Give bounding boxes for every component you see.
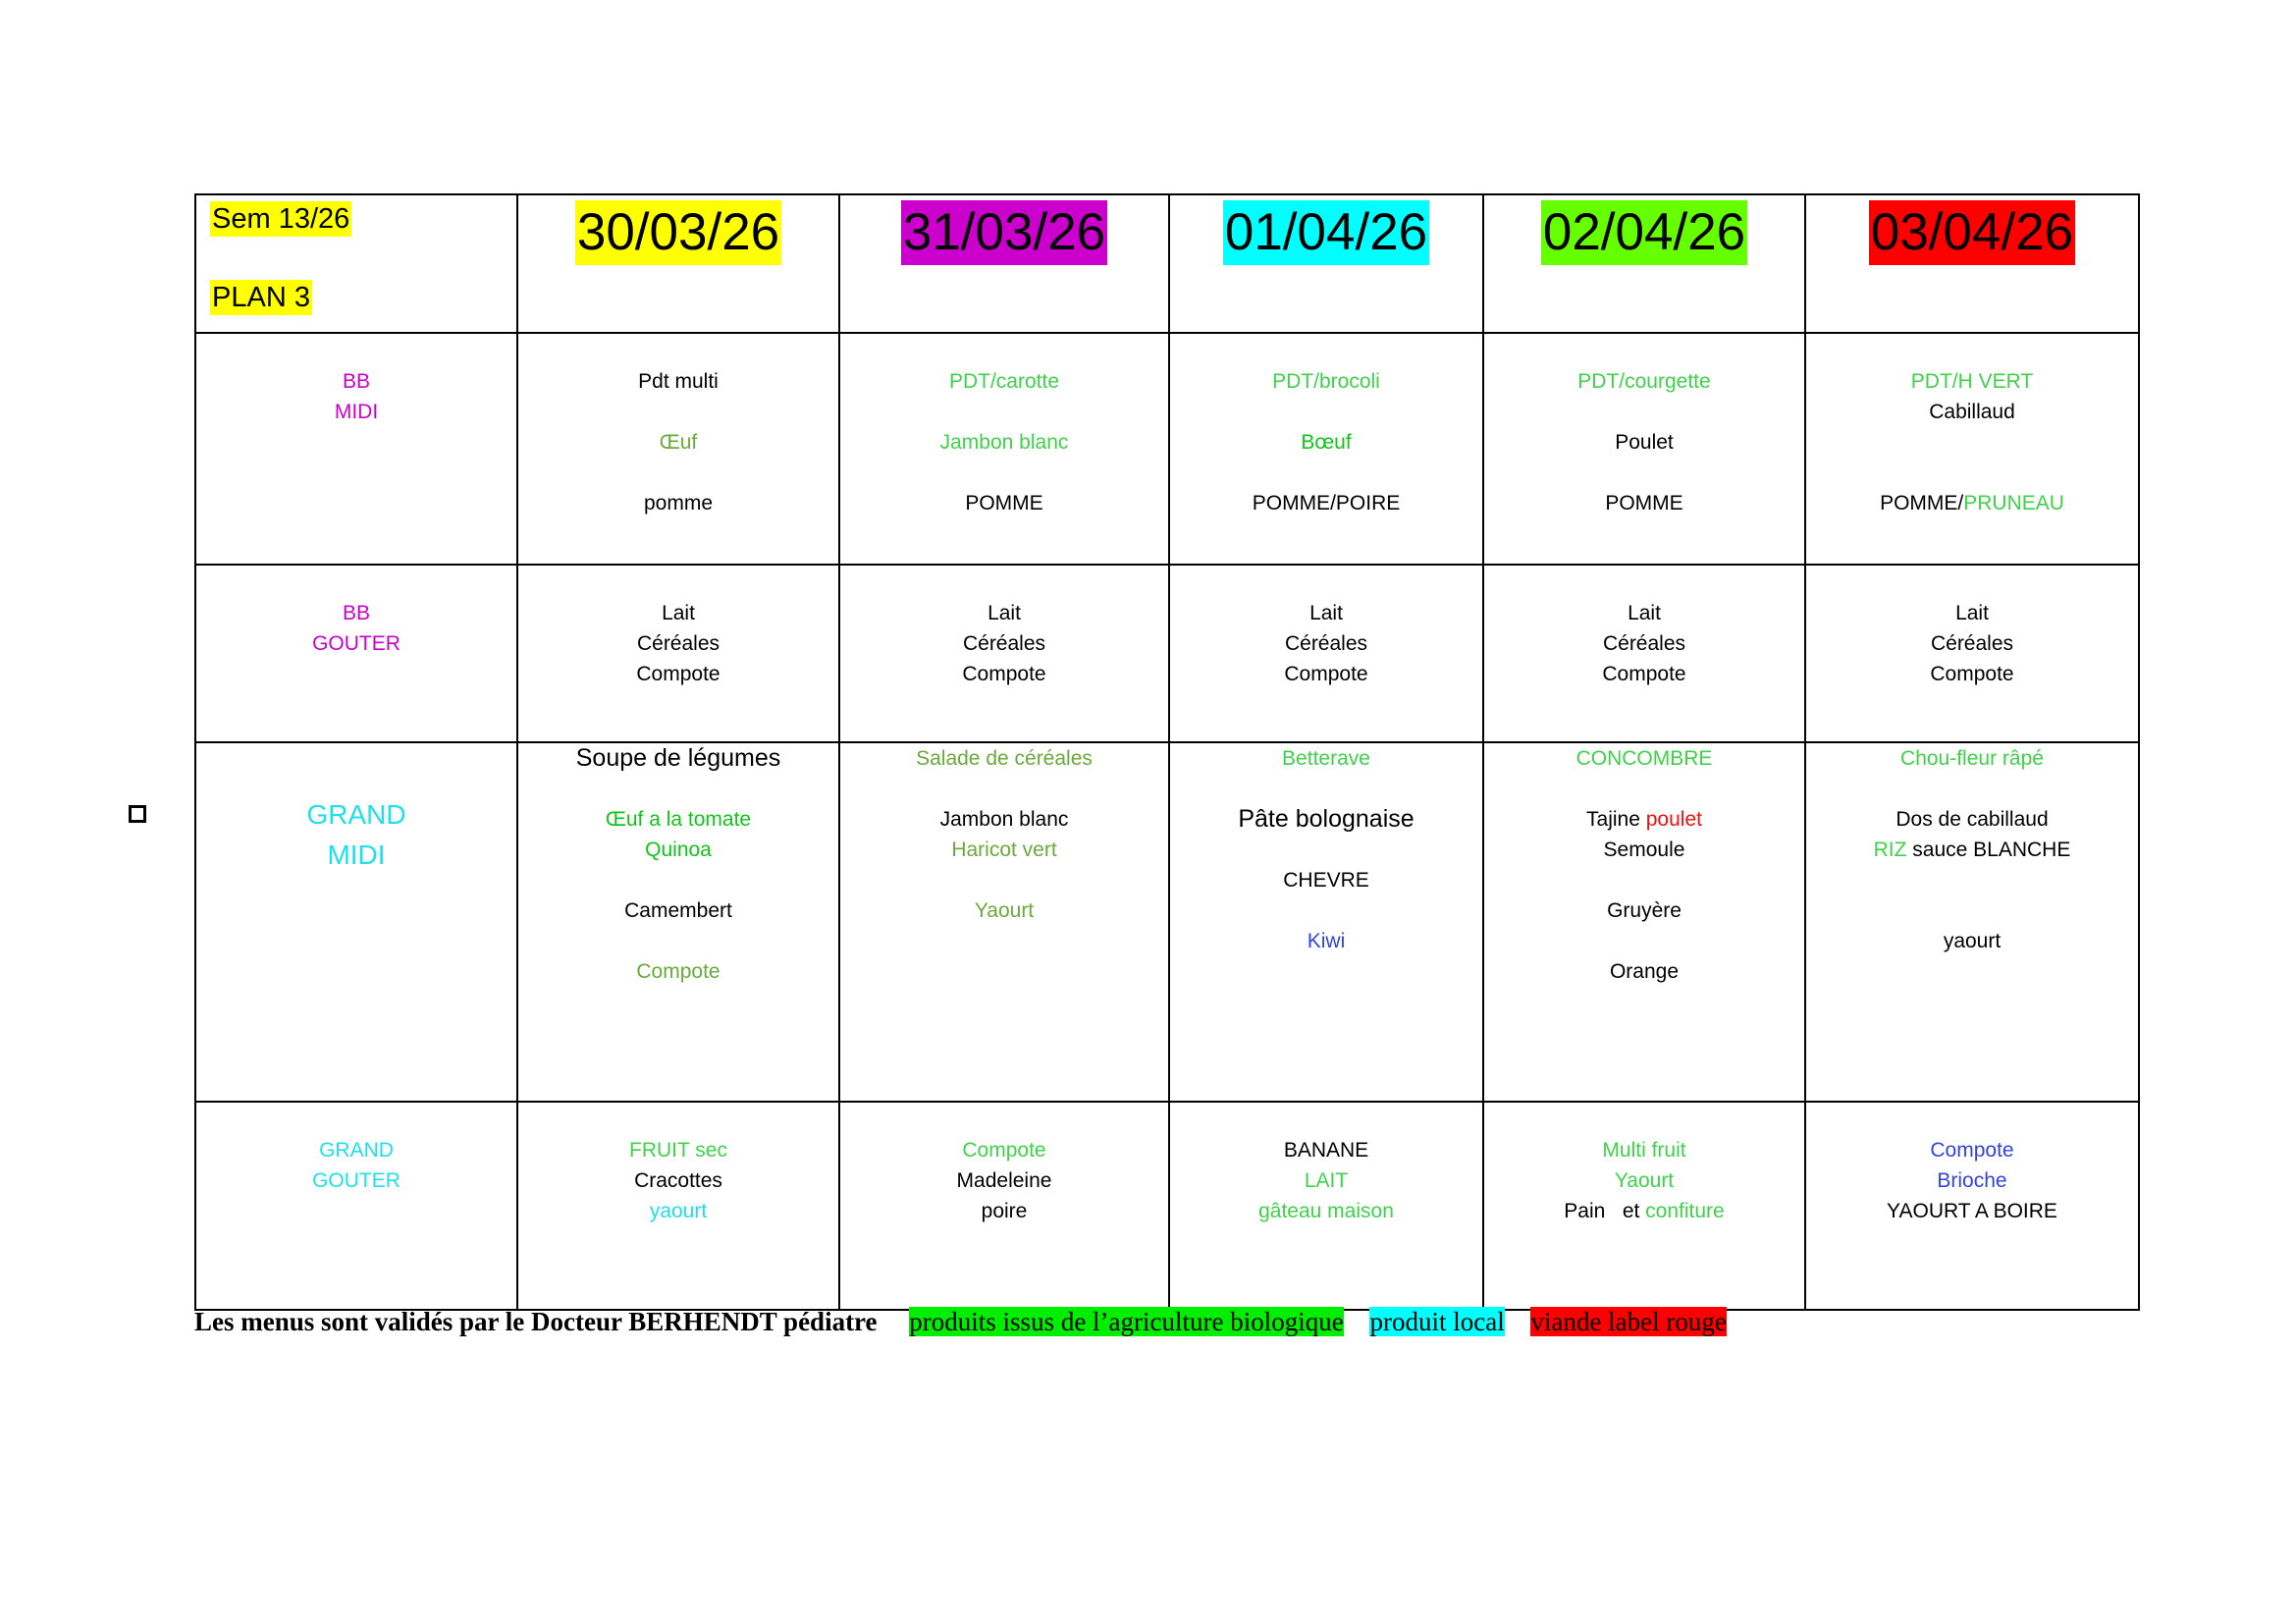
date-label: 31/03/26 [901,200,1107,265]
menu-item: PDT/courgette [1577,370,1711,393]
date-label: 03/04/26 [1869,200,2075,265]
plan-label: PLAN 3 [212,282,310,313]
menu-item-part: RIZ [1873,839,1907,861]
menu-item: PDT/brocoli [1272,370,1380,393]
menu-item: BANANE [1283,1139,1369,1162]
menu-item: Céréales [1930,632,2014,655]
menu-cell [839,742,1169,1102]
menu-cell [1483,742,1805,1102]
menu-item: yaourt [649,1200,708,1222]
menu-item [1484,804,1804,835]
menu-item: Kiwi [1307,930,1346,952]
menu-item: Gruyère [1607,899,1682,922]
row-label: BB [342,370,370,393]
menu-item [1806,835,2138,865]
menu-item-part: Tajine [1586,808,1646,831]
menu-cell [1483,333,1805,565]
menu-item: Dos de cabillaud [1896,808,2049,831]
legend-bio: produits issus de l’agriculture biologique [909,1307,1344,1336]
menu-cell [1169,1102,1483,1310]
menu-item: Compote [1930,663,2014,685]
menu-item: Céréales [1602,632,1686,655]
menu-item: Lait [988,602,1021,624]
menu-item [1484,1196,1804,1226]
menu-cell [1805,333,2139,565]
row-bb-gouter [195,565,2139,742]
menu-item: Céréales [962,632,1046,655]
menu-item: Quinoa [645,839,712,861]
menu-item: Œuf [659,431,698,454]
row-label: GRAND [306,799,406,830]
menu-item: Brioche [1937,1169,2007,1192]
menu-item: CHEVRE [1283,869,1369,892]
menu-item: Compote [1930,1139,2014,1162]
menu-item: CONCOMBRE [1575,747,1713,770]
date-label: 02/04/26 [1541,200,1747,265]
menu-item: Camembert [624,899,732,922]
menu-item: Salade de céréales [916,747,1093,770]
menu-item: Compote [636,960,721,983]
menu-item: Jambon blanc [939,808,1069,831]
menu-item: Céréales [636,632,721,655]
row-label: GOUTER [312,632,400,655]
checkbox[interactable] [129,805,146,823]
date-label: 30/03/26 [575,200,781,265]
menu-cell [1169,333,1483,565]
menu-item: Chou-fleur râpé [1900,747,2044,770]
menu-item: Betterave [1282,747,1370,770]
legend-label-rouge: viande label rouge [1530,1307,1727,1336]
day-header [1169,194,1483,333]
menu-cell [839,1102,1169,1310]
day-header [1483,194,1805,333]
menu-item: yaourt [1943,930,2002,952]
menu-item: Lait [1309,602,1343,624]
day-header [839,194,1169,333]
menu-item: Madeleine [956,1169,1052,1192]
menu-cell [1483,565,1805,742]
menu-item: Jambon blanc [939,431,1069,454]
menu-item: gâteau maison [1258,1200,1394,1222]
week-label: Sem 13/26 [212,203,350,235]
menu-item: poire [981,1200,1028,1222]
menu-cell [517,1102,839,1310]
menu-item: Cabillaud [1929,401,2015,423]
menu-item: Soupe de légumes [575,744,781,772]
menu-item: Compote [962,1139,1046,1162]
row-label-cell [195,1102,517,1310]
menu-item: POMME [1605,492,1683,514]
menu-item: Yaourt [974,899,1035,922]
row-label: MIDI [334,401,379,423]
date-label: 01/04/26 [1223,200,1429,265]
menu-item: pomme [643,492,714,514]
validation-note: Les menus sont validés par le Docteur BERHENDT pédiatre [194,1307,878,1336]
day-header [517,194,839,333]
row-bb-midi [195,333,2139,565]
menu-item: Bœuf [1301,431,1352,454]
menu-cell [1805,1102,2139,1310]
row-label-cell [195,333,517,565]
row-grand-gouter [195,1102,2139,1310]
menu-item: Pâte bolognaise [1238,805,1415,833]
menu-item: FRUIT sec [629,1139,727,1162]
menu-cell [839,565,1169,742]
header-row [195,194,2139,333]
menu-item: PDT/carotte [948,370,1060,393]
menu-item: YAOURT A BOIRE [1887,1200,2057,1222]
menu-item: Lait [662,602,695,624]
menu-cell [1805,565,2139,742]
menu-item: Cracottes [634,1169,722,1192]
menu-item: Semoule [1603,839,1685,861]
menu-item-part: sauce BLANCHE [1906,839,2071,861]
legend-local: produit local [1369,1307,1505,1336]
menu-item: Compote [1602,663,1686,685]
menu-item: Orange [1609,960,1680,983]
menu-item: Céréales [1284,632,1368,655]
menu-cell [1483,1102,1805,1310]
menu-cell [1805,742,2139,1102]
menu-item: Poulet [1615,431,1674,454]
row-label: GOUTER [312,1169,400,1192]
menu-table [194,193,2140,1311]
menu-item [1806,488,2138,518]
menu-item: LAIT [1304,1169,1349,1192]
menu-cell [839,333,1169,565]
menu-item: Compote [1284,663,1368,685]
menu-item: Yaourt [1614,1169,1675,1192]
menu-cell [1169,742,1483,1102]
menu-cell [517,742,839,1102]
menu-cell [517,333,839,565]
menu-item-part: poulet [1645,808,1702,831]
menu-item: Œuf a la tomate [605,808,752,831]
menu-item: PDT/H VERT [1910,370,2034,393]
menu-item: Compote [962,663,1046,685]
menu-item: POMME/POIRE [1252,492,1401,514]
menu-cell [517,565,839,742]
legend [194,1305,1746,1338]
menu-item: Lait [1628,602,1661,624]
menu-cell [1169,565,1483,742]
menu-item: POMME [965,492,1043,514]
menu-item: Multi fruit [1602,1139,1686,1162]
row-label: GRAND [319,1139,394,1162]
menu-item: Pdt multi [638,370,719,393]
menu-item-part: Pain et [1564,1200,1646,1222]
row-label: BB [342,602,370,624]
header-corner [195,194,517,333]
menu-item-part: confiture [1645,1200,1725,1222]
row-grand-midi [195,742,2139,1102]
menu-item: Lait [1955,602,1989,624]
menu-item-part: POMME/ [1880,492,1964,514]
menu-item-part: PRUNEAU [1963,492,2064,514]
day-header [1805,194,2139,333]
row-label-cell [195,742,517,1102]
menu-item: Compote [636,663,721,685]
row-label-cell [195,565,517,742]
row-label: MIDI [327,839,386,870]
menu-item: Haricot vert [951,839,1057,861]
